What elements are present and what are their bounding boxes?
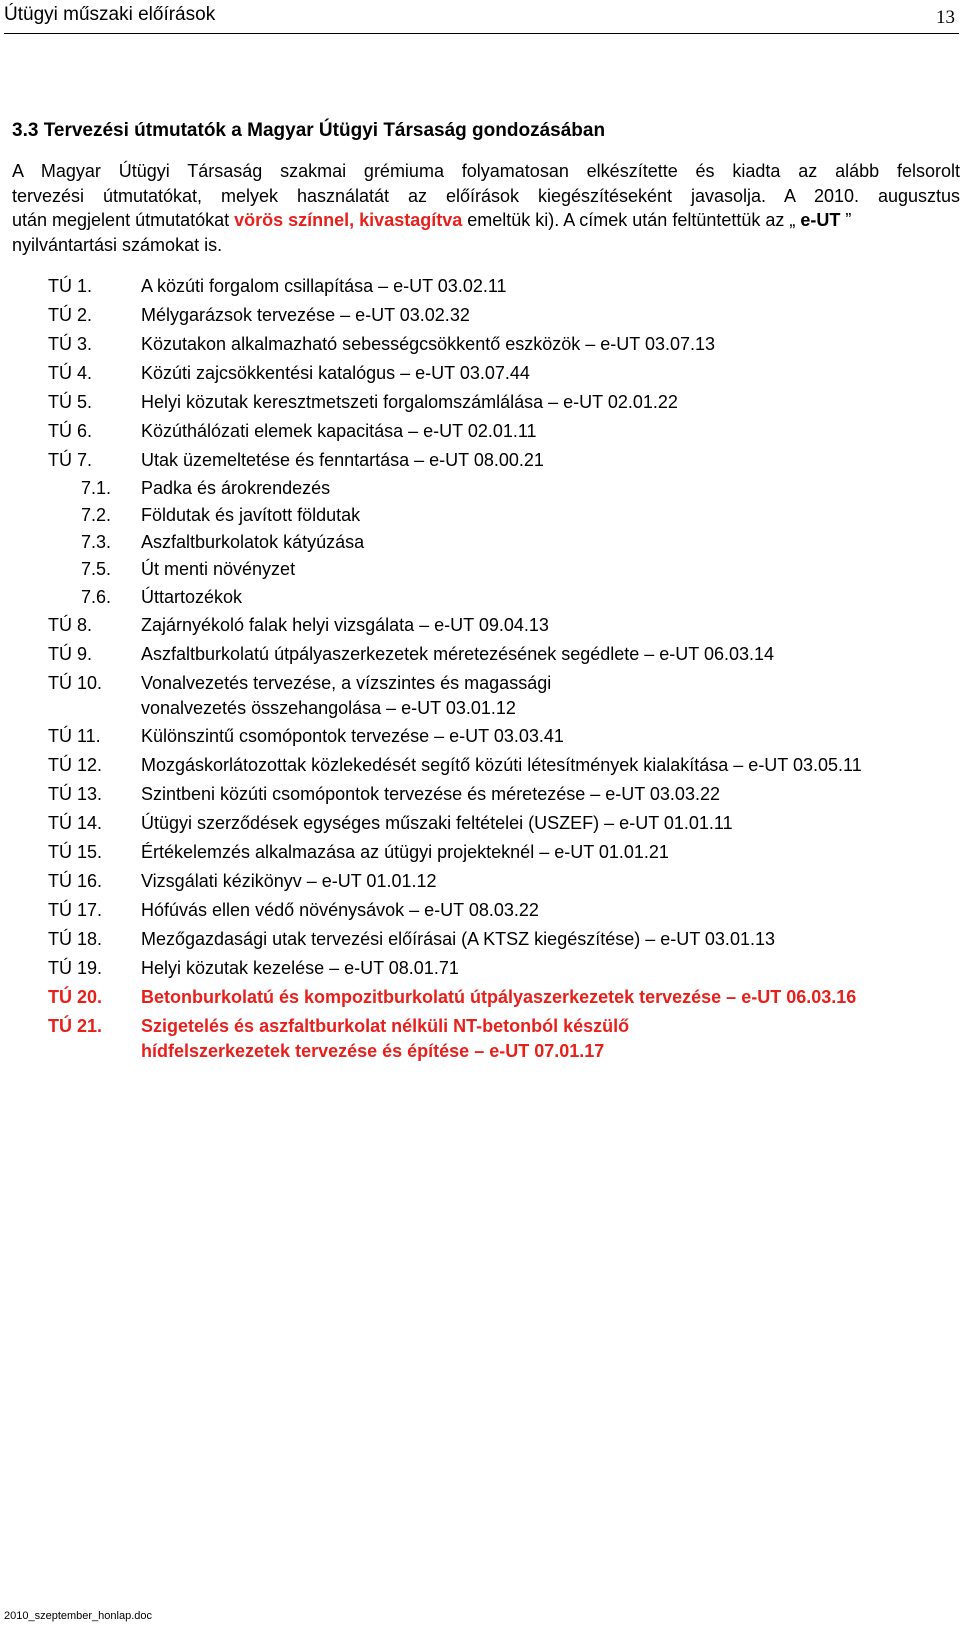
page-number: 13 xyxy=(936,7,955,28)
guide-number: TÚ 12. xyxy=(48,755,103,775)
sub-item-title: Úttartozékok xyxy=(141,587,243,607)
guide-title: Mezőgazdasági utak tervezési előírásai (A KTSZ kiegészítése) – e-UT 03.01.13 xyxy=(141,929,775,949)
intro-text: után megjelent útmutatókat xyxy=(12,210,235,230)
guide-title: Értékelemzés alkalmazása az útügyi projekteknél – e-UT 01.01.21 xyxy=(141,842,669,862)
guide-title: Zajárnyékoló falak helyi vizsgálata – e-UT 09.04.13 xyxy=(141,615,549,635)
guide-title: Helyi közutak kezelése – e-UT 08.01.71 xyxy=(141,958,459,978)
guide-title: Mozgáskorlátozottak közlekedését segítő közúti létesítmények kialakítása – e-UT 03.05.11 xyxy=(141,755,862,775)
guide-number: TÚ 1. xyxy=(48,276,93,296)
guide-number: TÚ 11. xyxy=(48,726,101,746)
guide-title: Különszintű csomópontok tervezése – e-UT 03.03.41 xyxy=(141,726,564,746)
guide-number: TÚ 2. xyxy=(48,305,93,325)
sub-item-title: Földutak és javított földutak xyxy=(141,505,361,525)
guide-title: Szigetelés és aszfaltburkolat nélküli NT-betonból készülő xyxy=(141,1016,630,1036)
header-title: Útügyi műszaki előírások xyxy=(4,4,216,25)
guide-number: TÚ 6. xyxy=(48,421,93,441)
sub-item-number: 7.3. xyxy=(81,532,112,552)
sub-item-number: 7.6. xyxy=(81,587,112,607)
guide-number: TÚ 14. xyxy=(48,813,103,833)
guide-title-continued: hídfelszerkezetek tervezése és építése – e-UT 07.01.17 xyxy=(141,1041,605,1061)
guide-title: Aszfaltburkolatú útpályaszerkezetek méretezésének segédlete – e-UT 06.03.14 xyxy=(141,644,775,664)
section-title: 3.3 Tervezési útmutatók a Magyar Útügyi Társaság gondozásában xyxy=(12,120,606,141)
guide-number: TÚ 4. xyxy=(48,363,93,383)
intro-text: ” xyxy=(840,210,852,230)
guide-number: TÚ 9. xyxy=(48,644,93,664)
guide-number: TÚ 19. xyxy=(48,958,103,978)
guide-number: TÚ 16. xyxy=(48,871,103,891)
guide-number: TÚ 3. xyxy=(48,334,93,354)
guide-title: Mélygarázsok tervezése – e-UT 03.02.32 xyxy=(141,305,470,325)
guide-title: Közúti zajcsökkentési katalógus – e-UT 03.07.44 xyxy=(141,363,530,383)
guide-number: TÚ 10. xyxy=(48,673,103,693)
guide-number: TÚ 7. xyxy=(48,450,93,470)
guide-number: TÚ 18. xyxy=(48,929,103,949)
intro-paragraph xyxy=(12,159,960,257)
guide-number: TÚ 13. xyxy=(48,784,103,804)
guide-title: Hófúvás ellen védő növénysávok – e-UT 08.03.22 xyxy=(141,900,539,920)
guide-number: TÚ 20. xyxy=(48,987,103,1007)
guide-title: Utak üzemeltetése és fenntartása – e-UT 08.00.21 xyxy=(141,450,544,470)
guide-title: Vizsgálati kézikönyv – e-UT 01.01.12 xyxy=(141,871,437,891)
guide-number: TÚ 8. xyxy=(48,615,93,635)
intro-line: nyilvántartási számokat is. xyxy=(12,234,223,255)
sub-item-title: Padka és árokrendezés xyxy=(141,478,331,498)
red-highlight-text: vörös színnel, kivastagítva xyxy=(234,210,463,230)
intro-line: A Magyar Útügyi Társaság szakmai grémiuma folyamatosan elkészítette és kiadta az alább felsorolt xyxy=(12,161,960,181)
sub-item-title: Út menti növényzet xyxy=(141,559,296,579)
sub-item-title: Aszfaltburkolatok kátyúzása xyxy=(141,532,365,552)
guide-title: Betonburkolatú és kompozitburkolatú útpályaszerkezetek tervezése – e-UT 06.03.16 xyxy=(141,987,857,1007)
guide-number: TÚ 21. xyxy=(48,1016,103,1036)
guide-title-continued: vonalvezetés összehangolása – e-UT 03.01.12 xyxy=(141,698,516,718)
guide-title: Közúthálózati elemek kapacitása – e-UT 02.01.11 xyxy=(141,421,537,441)
intro-text: emeltük ki). A címek után feltüntettük az „ xyxy=(462,210,801,230)
page-header xyxy=(4,0,959,34)
intro-line: tervezési útmutatókat, melyek használatát az előírások kiegészítéseként javasolja. A 2010. augusztus xyxy=(12,185,960,206)
guide-number: TÚ 17. xyxy=(48,900,103,920)
guide-title: Útügyi szerződések egységes műszaki feltételei (USZEF) – e-UT 01.01.11 xyxy=(141,813,733,833)
footer-filename: 2010_szeptember_honlap.doc xyxy=(4,1610,153,1622)
e-ut-label: e-UT xyxy=(800,210,841,230)
guide-title: Helyi közutak keresztmetszeti forgalomszámlálása – e-UT 02.01.22 xyxy=(141,392,678,412)
intro-line xyxy=(12,208,960,233)
guide-number: TÚ 5. xyxy=(48,392,93,412)
guide-title: Közutakon alkalmazható sebességcsökkentő eszközök – e-UT 03.07.13 xyxy=(141,334,716,354)
guide-title: Vonalvezetés tervezése, a vízszintes és magassági xyxy=(141,673,552,693)
guide-number: TÚ 15. xyxy=(48,842,103,862)
sub-item-number: 7.1. xyxy=(81,478,112,498)
guide-title: A közúti forgalom csillapítása – e-UT 03.02.11 xyxy=(141,276,507,296)
sub-item-number: 7.5. xyxy=(81,559,112,579)
guide-title: Szintbeni közúti csomópontok tervezése és méretezése – e-UT 03.03.22 xyxy=(141,784,720,804)
sub-item-number: 7.2. xyxy=(81,505,112,525)
